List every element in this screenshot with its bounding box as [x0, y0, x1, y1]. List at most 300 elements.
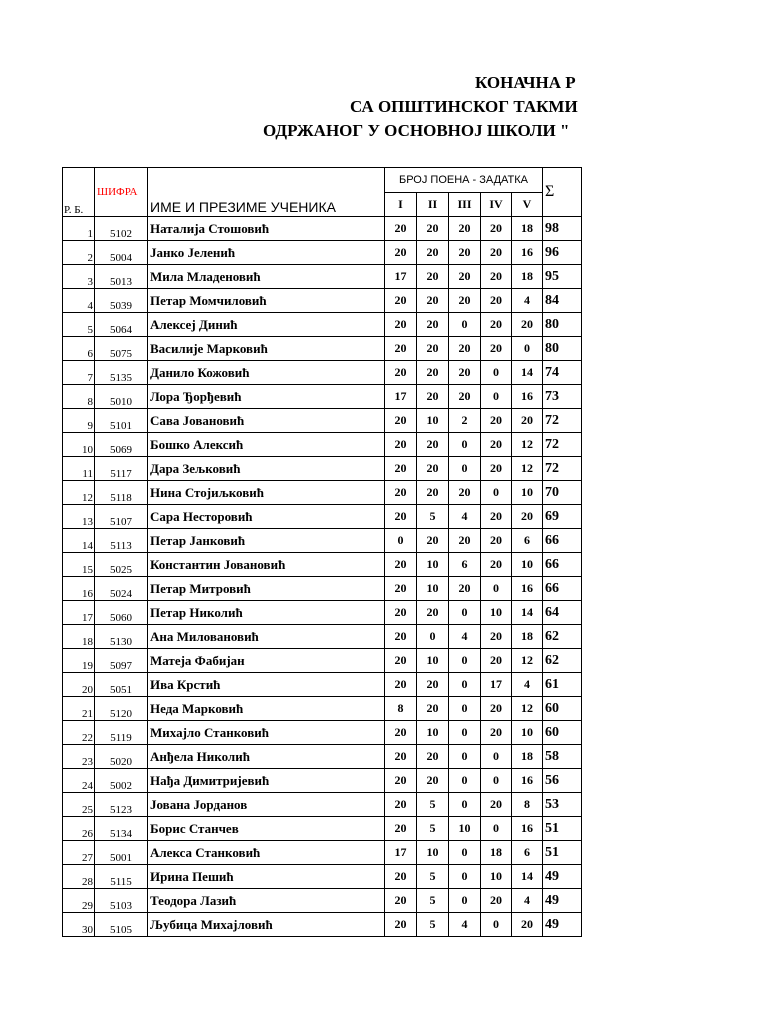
task-5-score-cell: 8 — [512, 793, 543, 817]
rank-cell: 29 — [63, 889, 95, 913]
task-5-score-cell: 20 — [512, 505, 543, 529]
task-1-score-cell: 17 — [385, 841, 417, 865]
total-score-cell: 58 — [543, 745, 582, 769]
total-score-cell: 72 — [543, 409, 582, 433]
task-5-score-cell: 18 — [512, 217, 543, 241]
task-2-score-cell: 20 — [417, 385, 449, 409]
code-cell: 5097 — [95, 649, 148, 673]
task-4-score-cell: 20 — [481, 793, 512, 817]
rank-cell: 18 — [63, 625, 95, 649]
student-name-cell: Теодора Лазић — [148, 889, 385, 913]
code-cell: 5107 — [95, 505, 148, 529]
header-task-3: III — [449, 193, 481, 217]
task-2-score-cell: 5 — [417, 865, 449, 889]
task-5-score-cell: 18 — [512, 625, 543, 649]
table-header — [63, 168, 582, 217]
task-5-score-cell: 4 — [512, 289, 543, 313]
task-4-score-cell: 20 — [481, 217, 512, 241]
task-5-score-cell: 12 — [512, 433, 543, 457]
rank-cell: 24 — [63, 769, 95, 793]
code-cell: 5115 — [95, 865, 148, 889]
code-cell: 5002 — [95, 769, 148, 793]
total-score-cell: 80 — [543, 313, 582, 337]
task-1-score-cell: 20 — [385, 241, 417, 265]
task-1-score-cell: 20 — [385, 913, 417, 937]
rank-cell: 8 — [63, 385, 95, 409]
student-name-cell: Ива Крстић — [148, 673, 385, 697]
header-code: ШИФРА — [95, 168, 148, 217]
rank-cell: 13 — [63, 505, 95, 529]
task-2-score-cell: 5 — [417, 505, 449, 529]
task-3-score-cell: 0 — [449, 793, 481, 817]
code-cell: 5135 — [95, 361, 148, 385]
rank-cell: 25 — [63, 793, 95, 817]
task-3-score-cell: 0 — [449, 841, 481, 865]
table-row — [63, 241, 582, 265]
task-3-score-cell: 4 — [449, 913, 481, 937]
code-cell: 5123 — [95, 793, 148, 817]
task-3-score-cell: 0 — [449, 865, 481, 889]
student-name-cell: Јанко Јеленић — [148, 241, 385, 265]
task-5-score-cell: 20 — [512, 313, 543, 337]
task-4-score-cell: 20 — [481, 889, 512, 913]
rank-cell: 20 — [63, 673, 95, 697]
task-1-score-cell: 20 — [385, 217, 417, 241]
rank-cell: 28 — [63, 865, 95, 889]
task-2-score-cell: 20 — [417, 745, 449, 769]
task-1-score-cell: 20 — [385, 745, 417, 769]
header-task-2: II — [417, 193, 449, 217]
total-score-cell: 62 — [543, 625, 582, 649]
task-1-score-cell: 20 — [385, 769, 417, 793]
task-3-score-cell: 20 — [449, 217, 481, 241]
task-1-score-cell: 20 — [385, 433, 417, 457]
task-5-score-cell: 16 — [512, 817, 543, 841]
rank-cell: 6 — [63, 337, 95, 361]
student-name-cell: Петар Митровић — [148, 577, 385, 601]
table-row — [63, 817, 582, 841]
rank-cell: 22 — [63, 721, 95, 745]
task-2-score-cell: 20 — [417, 433, 449, 457]
task-5-score-cell: 12 — [512, 697, 543, 721]
task-5-score-cell: 16 — [512, 577, 543, 601]
task-2-score-cell: 20 — [417, 313, 449, 337]
task-2-score-cell: 5 — [417, 817, 449, 841]
task-2-score-cell: 20 — [417, 697, 449, 721]
code-cell: 5001 — [95, 841, 148, 865]
task-4-score-cell: 20 — [481, 553, 512, 577]
task-2-score-cell: 20 — [417, 529, 449, 553]
task-1-score-cell: 17 — [385, 385, 417, 409]
code-cell: 5113 — [95, 529, 148, 553]
rank-cell: 21 — [63, 697, 95, 721]
student-name-cell: Сара Несторовић — [148, 505, 385, 529]
header-points-group: БРОЈ ПОЕНА - ЗАДАТКА — [385, 168, 543, 193]
task-5-score-cell: 18 — [512, 745, 543, 769]
rank-cell: 23 — [63, 745, 95, 769]
code-cell: 5118 — [95, 481, 148, 505]
student-name-cell: Алексеј Динић — [148, 313, 385, 337]
table-row — [63, 529, 582, 553]
task-4-score-cell: 20 — [481, 337, 512, 361]
header-task-4: IV — [481, 193, 512, 217]
table-row — [63, 793, 582, 817]
rank-cell: 5 — [63, 313, 95, 337]
task-2-score-cell: 20 — [417, 217, 449, 241]
code-cell: 5117 — [95, 457, 148, 481]
task-3-score-cell: 0 — [449, 889, 481, 913]
task-5-score-cell: 20 — [512, 409, 543, 433]
table-row — [63, 553, 582, 577]
task-5-score-cell: 6 — [512, 841, 543, 865]
total-score-cell: 73 — [543, 385, 582, 409]
task-2-score-cell: 20 — [417, 769, 449, 793]
table-row — [63, 601, 582, 625]
task-2-score-cell: 0 — [417, 625, 449, 649]
table-row — [63, 217, 582, 241]
document-title-line-1: КОНАЧНА Р — [475, 73, 576, 92]
task-5-score-cell: 16 — [512, 385, 543, 409]
task-4-score-cell: 20 — [481, 409, 512, 433]
table-body — [63, 217, 582, 937]
task-2-score-cell: 20 — [417, 289, 449, 313]
task-3-score-cell: 2 — [449, 409, 481, 433]
task-5-score-cell: 12 — [512, 457, 543, 481]
task-3-score-cell: 6 — [449, 553, 481, 577]
table-row — [63, 889, 582, 913]
code-cell: 5020 — [95, 745, 148, 769]
task-3-score-cell: 20 — [449, 361, 481, 385]
task-5-score-cell: 14 — [512, 865, 543, 889]
task-1-score-cell: 20 — [385, 625, 417, 649]
table-row — [63, 433, 582, 457]
task-4-score-cell: 0 — [481, 361, 512, 385]
task-3-score-cell: 0 — [449, 649, 481, 673]
student-name-cell: Ирина Пешић — [148, 865, 385, 889]
task-3-score-cell: 0 — [449, 601, 481, 625]
task-1-score-cell: 0 — [385, 529, 417, 553]
task-4-score-cell: 20 — [481, 457, 512, 481]
task-3-score-cell: 20 — [449, 289, 481, 313]
task-4-score-cell: 20 — [481, 649, 512, 673]
student-name-cell: Петар Николић — [148, 601, 385, 625]
rank-cell: 12 — [63, 481, 95, 505]
total-score-cell: 49 — [543, 913, 582, 937]
student-name-cell: Василије Марковић — [148, 337, 385, 361]
task-4-score-cell: 20 — [481, 505, 512, 529]
student-name-cell: Нина Стојиљковић — [148, 481, 385, 505]
task-2-score-cell: 5 — [417, 889, 449, 913]
total-score-cell: 51 — [543, 817, 582, 841]
code-cell: 5025 — [95, 553, 148, 577]
table-row — [63, 673, 582, 697]
task-1-score-cell: 20 — [385, 481, 417, 505]
task-2-score-cell: 20 — [417, 673, 449, 697]
table-row — [63, 697, 582, 721]
task-4-score-cell: 20 — [481, 721, 512, 745]
table-row — [63, 649, 582, 673]
task-3-score-cell: 20 — [449, 481, 481, 505]
table-row — [63, 265, 582, 289]
task-2-score-cell: 5 — [417, 913, 449, 937]
table-row — [63, 625, 582, 649]
task-3-score-cell: 0 — [449, 673, 481, 697]
task-2-score-cell: 20 — [417, 241, 449, 265]
code-cell: 5013 — [95, 265, 148, 289]
task-3-score-cell: 0 — [449, 313, 481, 337]
table-row — [63, 385, 582, 409]
task-4-score-cell: 20 — [481, 433, 512, 457]
student-name-cell: Сава Јовановић — [148, 409, 385, 433]
code-cell: 5103 — [95, 889, 148, 913]
task-1-score-cell: 20 — [385, 505, 417, 529]
task-2-score-cell: 10 — [417, 577, 449, 601]
student-name-cell: Данило Кожовић — [148, 361, 385, 385]
table-row — [63, 865, 582, 889]
header-task-5: V — [512, 193, 543, 217]
task-4-score-cell: 20 — [481, 241, 512, 265]
total-score-cell: 56 — [543, 769, 582, 793]
total-score-cell: 66 — [543, 577, 582, 601]
task-1-score-cell: 20 — [385, 601, 417, 625]
task-3-score-cell: 20 — [449, 265, 481, 289]
table-row — [63, 289, 582, 313]
task-1-score-cell: 20 — [385, 673, 417, 697]
task-5-score-cell: 10 — [512, 481, 543, 505]
task-2-score-cell: 5 — [417, 793, 449, 817]
rank-cell: 3 — [63, 265, 95, 289]
total-score-cell: 60 — [543, 721, 582, 745]
task-4-score-cell: 0 — [481, 817, 512, 841]
total-score-cell: 60 — [543, 697, 582, 721]
table-row — [63, 721, 582, 745]
code-cell: 5130 — [95, 625, 148, 649]
task-4-score-cell: 0 — [481, 385, 512, 409]
task-5-score-cell: 16 — [512, 769, 543, 793]
code-cell: 5120 — [95, 697, 148, 721]
student-name-cell: Алекса Станковић — [148, 841, 385, 865]
student-name-cell: Матеја Фабијан — [148, 649, 385, 673]
rank-cell: 17 — [63, 601, 95, 625]
total-score-cell: 69 — [543, 505, 582, 529]
total-score-cell: 62 — [543, 649, 582, 673]
task-1-score-cell: 17 — [385, 265, 417, 289]
task-1-score-cell: 20 — [385, 361, 417, 385]
task-3-score-cell: 0 — [449, 721, 481, 745]
task-4-score-cell: 20 — [481, 313, 512, 337]
total-score-cell: 66 — [543, 529, 582, 553]
task-4-score-cell: 20 — [481, 625, 512, 649]
rank-cell: 15 — [63, 553, 95, 577]
table-row — [63, 337, 582, 361]
code-cell: 5105 — [95, 913, 148, 937]
task-3-score-cell: 20 — [449, 529, 481, 553]
task-1-score-cell: 20 — [385, 649, 417, 673]
task-4-score-cell: 20 — [481, 265, 512, 289]
task-5-score-cell: 4 — [512, 889, 543, 913]
task-2-score-cell: 20 — [417, 457, 449, 481]
task-4-score-cell: 10 — [481, 601, 512, 625]
table-row — [63, 361, 582, 385]
rank-cell: 1 — [63, 217, 95, 241]
total-score-cell: 49 — [543, 865, 582, 889]
task-5-score-cell: 10 — [512, 553, 543, 577]
total-score-cell: 84 — [543, 289, 582, 313]
rank-cell: 30 — [63, 913, 95, 937]
total-score-cell: 53 — [543, 793, 582, 817]
task-4-score-cell: 10 — [481, 865, 512, 889]
task-3-score-cell: 4 — [449, 625, 481, 649]
task-3-score-cell: 0 — [449, 745, 481, 769]
task-5-score-cell: 0 — [512, 337, 543, 361]
task-4-score-cell: 20 — [481, 529, 512, 553]
rank-cell: 10 — [63, 433, 95, 457]
table-row — [63, 769, 582, 793]
total-score-cell: 98 — [543, 217, 582, 241]
task-1-score-cell: 20 — [385, 721, 417, 745]
student-name-cell: Ана Миловановић — [148, 625, 385, 649]
student-name-cell: Михајло Станковић — [148, 721, 385, 745]
task-3-score-cell: 0 — [449, 697, 481, 721]
code-cell: 5119 — [95, 721, 148, 745]
task-4-score-cell: 0 — [481, 769, 512, 793]
student-name-cell: Анђела Николић — [148, 745, 385, 769]
rank-cell: 19 — [63, 649, 95, 673]
header-sum: Σ — [543, 168, 582, 217]
rank-cell: 16 — [63, 577, 95, 601]
task-2-score-cell: 20 — [417, 481, 449, 505]
header-student-name: ИМЕ И ПРЕЗИМЕ УЧЕНИКА — [148, 168, 385, 217]
task-1-score-cell: 8 — [385, 697, 417, 721]
task-5-score-cell: 6 — [512, 529, 543, 553]
table-row — [63, 313, 582, 337]
header-rank: Р. Б. — [63, 168, 95, 217]
total-score-cell: 51 — [543, 841, 582, 865]
code-cell: 5134 — [95, 817, 148, 841]
table-row — [63, 913, 582, 937]
total-score-cell: 72 — [543, 433, 582, 457]
code-cell: 5004 — [95, 241, 148, 265]
student-name-cell: Јована Јорданов — [148, 793, 385, 817]
code-cell: 5102 — [95, 217, 148, 241]
student-name-cell: Петар Јанковић — [148, 529, 385, 553]
code-cell: 5051 — [95, 673, 148, 697]
table-row — [63, 409, 582, 433]
rank-cell: 27 — [63, 841, 95, 865]
task-2-score-cell: 20 — [417, 601, 449, 625]
student-name-cell: Љубица Михајловић — [148, 913, 385, 937]
document-title-line-2: СА ОПШТИНСКОГ ТАКМИ — [350, 97, 578, 116]
task-4-score-cell: 0 — [481, 577, 512, 601]
task-5-score-cell: 20 — [512, 913, 543, 937]
table-row — [63, 505, 582, 529]
task-3-score-cell: 4 — [449, 505, 481, 529]
task-3-score-cell: 20 — [449, 241, 481, 265]
student-name-cell: Бошко Алексић — [148, 433, 385, 457]
results-table — [62, 167, 582, 937]
student-name-cell: Борис Станчев — [148, 817, 385, 841]
task-5-score-cell: 4 — [512, 673, 543, 697]
task-5-score-cell: 14 — [512, 601, 543, 625]
task-4-score-cell: 17 — [481, 673, 512, 697]
task-2-score-cell: 10 — [417, 721, 449, 745]
code-cell: 5101 — [95, 409, 148, 433]
table-row — [63, 481, 582, 505]
total-score-cell: 95 — [543, 265, 582, 289]
table-row — [63, 841, 582, 865]
total-score-cell: 64 — [543, 601, 582, 625]
task-4-score-cell: 18 — [481, 841, 512, 865]
rank-cell: 4 — [63, 289, 95, 313]
task-3-score-cell: 0 — [449, 457, 481, 481]
code-cell: 5024 — [95, 577, 148, 601]
task-4-score-cell: 0 — [481, 481, 512, 505]
task-4-score-cell: 0 — [481, 745, 512, 769]
rank-cell: 2 — [63, 241, 95, 265]
task-3-score-cell: 20 — [449, 385, 481, 409]
total-score-cell: 74 — [543, 361, 582, 385]
task-4-score-cell: 20 — [481, 697, 512, 721]
task-3-score-cell: 20 — [449, 337, 481, 361]
student-name-cell: Нађа Димитријевић — [148, 769, 385, 793]
task-1-score-cell: 20 — [385, 313, 417, 337]
code-cell: 5064 — [95, 313, 148, 337]
task-4-score-cell: 0 — [481, 913, 512, 937]
code-cell: 5010 — [95, 385, 148, 409]
total-score-cell: 72 — [543, 457, 582, 481]
code-cell: 5060 — [95, 601, 148, 625]
total-score-cell: 80 — [543, 337, 582, 361]
code-cell: 5069 — [95, 433, 148, 457]
task-5-score-cell: 12 — [512, 649, 543, 673]
total-score-cell: 66 — [543, 553, 582, 577]
task-1-score-cell: 20 — [385, 793, 417, 817]
task-1-score-cell: 20 — [385, 865, 417, 889]
task-3-score-cell: 10 — [449, 817, 481, 841]
task-1-score-cell: 20 — [385, 817, 417, 841]
task-1-score-cell: 20 — [385, 289, 417, 313]
task-5-score-cell: 14 — [512, 361, 543, 385]
task-2-score-cell: 20 — [417, 337, 449, 361]
task-3-score-cell: 0 — [449, 433, 481, 457]
code-cell: 5075 — [95, 337, 148, 361]
task-3-score-cell: 0 — [449, 769, 481, 793]
student-name-cell: Мила Младеновић — [148, 265, 385, 289]
task-5-score-cell: 18 — [512, 265, 543, 289]
task-1-score-cell: 20 — [385, 577, 417, 601]
student-name-cell: Дара Зељковић — [148, 457, 385, 481]
task-1-score-cell: 20 — [385, 457, 417, 481]
student-name-cell: Лора Ђорђевић — [148, 385, 385, 409]
code-cell: 5039 — [95, 289, 148, 313]
task-5-score-cell: 10 — [512, 721, 543, 745]
student-name-cell: Петар Момчиловић — [148, 289, 385, 313]
task-2-score-cell: 10 — [417, 841, 449, 865]
total-score-cell: 49 — [543, 889, 582, 913]
rank-cell: 7 — [63, 361, 95, 385]
task-1-score-cell: 20 — [385, 337, 417, 361]
rank-cell: 9 — [63, 409, 95, 433]
total-score-cell: 70 — [543, 481, 582, 505]
student-name-cell: Наталија Стошовић — [148, 217, 385, 241]
task-1-score-cell: 20 — [385, 409, 417, 433]
table-row — [63, 577, 582, 601]
task-2-score-cell: 20 — [417, 361, 449, 385]
student-name-cell: Неда Марковић — [148, 697, 385, 721]
rank-cell: 26 — [63, 817, 95, 841]
table-row — [63, 457, 582, 481]
task-2-score-cell: 10 — [417, 553, 449, 577]
